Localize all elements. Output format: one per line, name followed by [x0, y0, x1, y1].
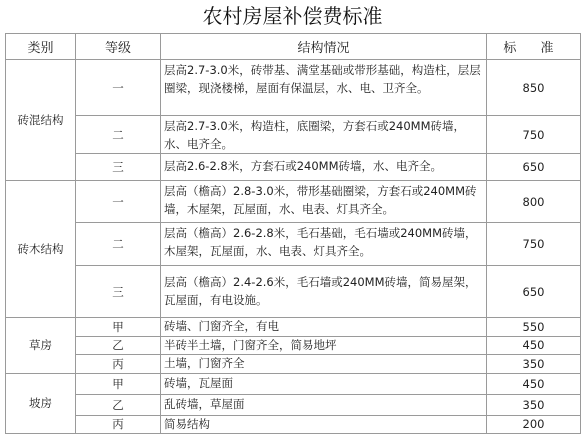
structure-cell: 层高2.7-3.0米，构造柱，底圈梁，方套石或240MM砖墙，水、电齐全。: [161, 116, 487, 154]
table-row: [6, 181, 581, 223]
header-grade: 等级: [76, 34, 161, 60]
grade-cell: 一: [76, 181, 161, 223]
structure-cell: 砖墙、门窗齐全，有电: [161, 318, 487, 337]
grade-cell: 甲: [76, 373, 161, 394]
table-row: [6, 336, 581, 355]
grade-cell: 乙: [76, 394, 161, 415]
compensation-table: [5, 33, 581, 434]
structure-cell: 乱砖墙，草屋面: [161, 394, 487, 415]
structure-cell: 层高2.7-3.0米，砖带基、满堂基础或带形基础，构造柱，层层圈梁，现浇楼梯，屋面有保温层，水、电、卫齐全。: [161, 60, 487, 116]
structure-cell: 层高（檐高）2.6-2.8米，毛石基础，毛石墙或240MM砖墙，木屋架，瓦屋面，水、电表、灯具齐全。: [161, 223, 487, 266]
grade-cell: 一: [76, 60, 161, 116]
grade-cell: 甲: [76, 318, 161, 337]
standard-cell: 350: [487, 394, 581, 415]
table-row: [6, 415, 581, 434]
structure-cell: 简易结构: [161, 415, 487, 434]
standard-cell: 450: [487, 373, 581, 394]
standard-cell: 450: [487, 336, 581, 355]
header-structure: 结构情况: [161, 34, 487, 60]
category-cell: 砖混结构: [6, 60, 76, 181]
category-cell: 草房: [6, 318, 76, 374]
table-row: [6, 223, 581, 266]
structure-cell: 层高（檐高）2.8-3.0米，带形基础圈梁，方套石或240MM砖墙，木屋架，瓦屋面，水、电表、灯具齐全。: [161, 181, 487, 223]
table-header-row: [6, 34, 581, 60]
structure-cell: 层高（檐高）2.4-2.6米，毛石墙或240MM砖墙，简易屋架，瓦屋面，有电设施。: [161, 266, 487, 318]
table-row: [6, 266, 581, 318]
table-row: [6, 355, 581, 374]
page-title: 农村房屋补偿费标准: [202, 4, 383, 28]
structure-cell: 层高2.6-2.8米，方套石或240MM砖墙，水、电齐全。: [161, 154, 487, 181]
standard-cell: 350: [487, 355, 581, 374]
structure-cell: 半砖半土墙，门窗齐全，简易地坪: [161, 336, 487, 355]
grade-cell: 二: [76, 223, 161, 266]
table-row: [6, 60, 581, 116]
standard-cell: 650: [487, 266, 581, 318]
standard-cell: 550: [487, 318, 581, 337]
grade-cell: 丙: [76, 355, 161, 374]
grade-cell: 二: [76, 116, 161, 154]
category-cell: 坡房: [6, 373, 76, 434]
header-category: 类别: [6, 34, 76, 60]
grade-cell: 丙: [76, 415, 161, 434]
standard-cell: 750: [487, 116, 581, 154]
table-row: [6, 116, 581, 154]
standard-cell: 800: [487, 181, 581, 223]
table-row: [6, 394, 581, 415]
table-row: [6, 318, 581, 337]
standard-cell: 200: [487, 415, 581, 434]
standard-cell: 850: [487, 60, 581, 116]
header-standard: 标 准: [487, 34, 581, 60]
structure-cell: 土墙，门窗齐全: [161, 355, 487, 374]
structure-cell: 砖墙，瓦屋面: [161, 373, 487, 394]
category-cell: 砖木结构: [6, 181, 76, 318]
grade-cell: 乙: [76, 336, 161, 355]
grade-cell: 三: [76, 154, 161, 181]
standard-cell: 650: [487, 154, 581, 181]
table-row: [6, 373, 581, 394]
table-row: [6, 154, 581, 181]
standard-cell: 750: [487, 223, 581, 266]
grade-cell: 三: [76, 266, 161, 318]
